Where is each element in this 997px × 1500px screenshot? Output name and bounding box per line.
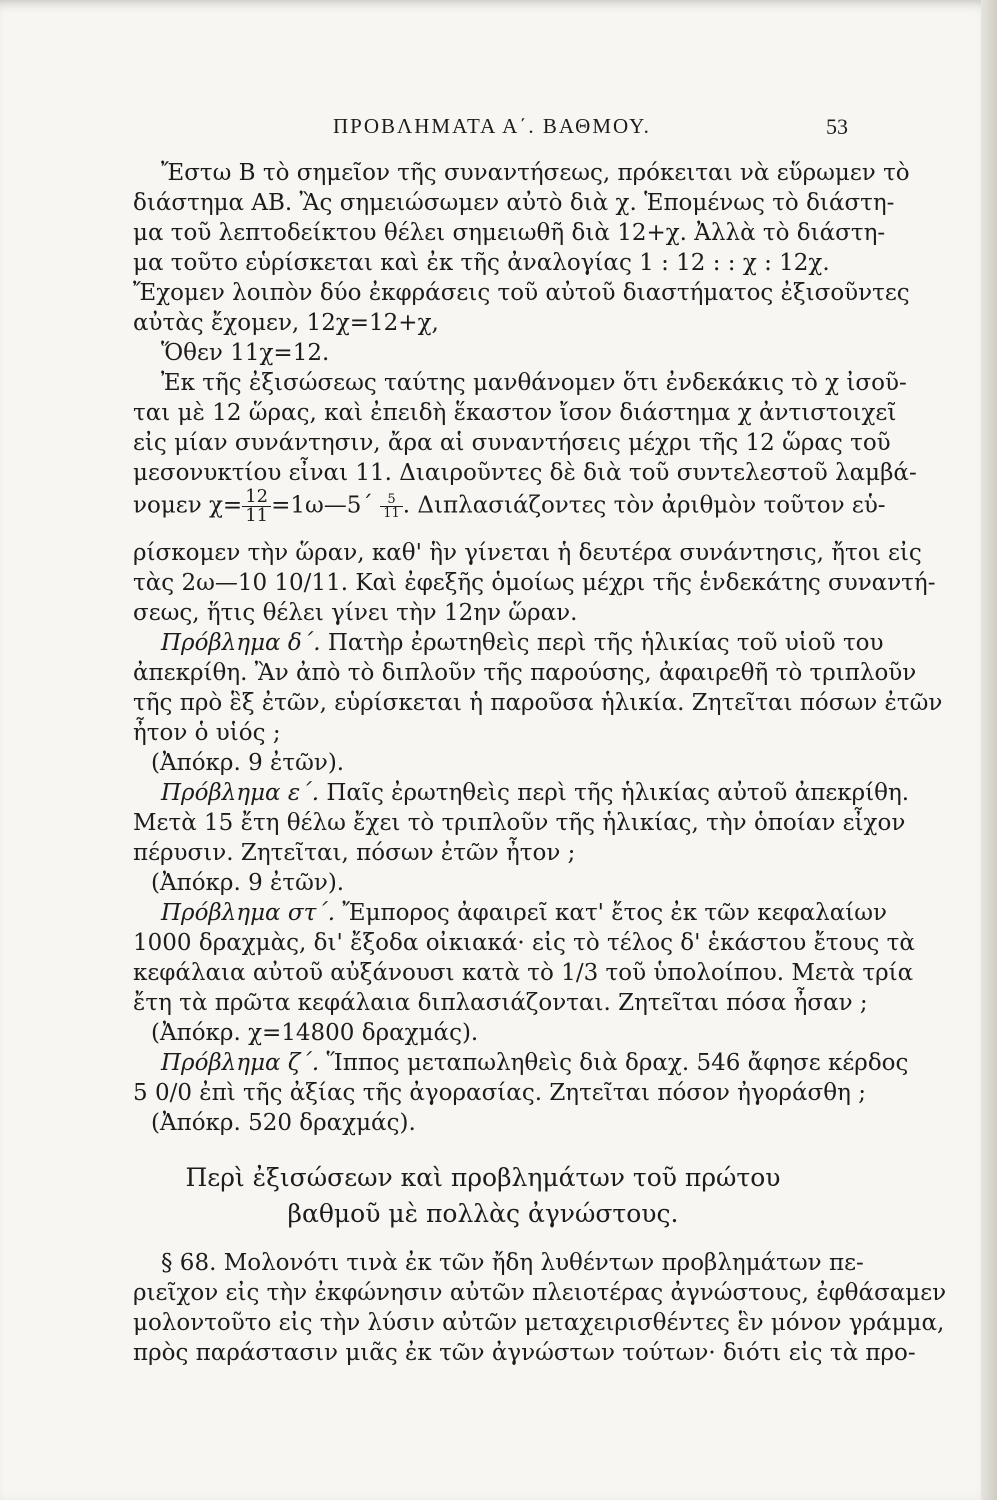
text-line: ἀπεκρίθη. Ἂν ἀπὸ τὸ διπλοῦν τῆς παρούσης, ἀφαιρεθῆ τὸ τριπλοῦν (133, 660, 917, 686)
text-line: μα τοῦ λεπτοδείκτου θέλει σημειωθῆ διὰ 12+χ. Ἀλλὰ τὸ διάστη- (133, 220, 886, 246)
problem-5-text: Παῖς ἐρωτηθεὶς περὶ τῆς ἡλικίας αὐτοῦ ἀπεκρίθη. (326, 780, 910, 806)
problem-4-label: Πρόβλημα δ΄. (161, 630, 321, 656)
fraction-numerator: 12 (242, 488, 271, 507)
text-line: ἔτη τὰ πρῶτα κεφάλαια διπλασιάζονται. Ζητεῖται πόσα ἦσαν ; (133, 990, 868, 1016)
section-title-line-1: Περὶ ἐξισώσεων καὶ προβλημάτων τοῦ πρώτου (185, 1163, 781, 1192)
small-fraction (380, 493, 403, 520)
fraction-denominator: 11 (245, 505, 269, 526)
problem-5-answer: (Ἀπόκρ. 9 ἐτῶν). (151, 870, 345, 896)
text-line: Ἔχομεν λοιπὸν δύο ἐκφράσεις τοῦ αὐτοῦ διαστήματος ἐξισοῦντες (133, 280, 910, 306)
text-line: 5 0/0 ἐπὶ τῆς ἀξίας τῆς ἀγορασίας. Ζητεῖται πόσον ἠγοράσθη ; (133, 1080, 866, 1106)
text-line: σεως, ἥτις θέλει γίνει τὴν 12ην ὥραν. (133, 600, 578, 626)
paragraph-68-line: ριεῖχον εἰς τὴν ἐκφώνησιν αὐτῶν πλειοτέρας ἀγνώστους, ἐφθάσαμεν (133, 1280, 947, 1306)
text-line: κεφάλαια αὐτοῦ αὐξάνουσι κατὰ τὸ 1/3 τοῦ ὑπολοίπου. Μετὰ τρία (133, 960, 914, 986)
text-line: ρίσκομεν τὴν ὥραν, καθ' ἣν γίνεται ἡ δευτέρα συνάντησις, ἤτοι εἰς (133, 540, 922, 566)
paragraph-68-line: μολοντοῦτο εἰς τὴν λύσιν αὐτῶν μεταχειρισθέντες ἓν μόνον γράμμα, (133, 1310, 945, 1336)
small-fraction-denominator: 11 (383, 506, 400, 521)
formula-suffix: . Διπλασιάζοντες τὸν ἀριθμὸν τοῦτον εὑ- (402, 492, 886, 519)
problem-4-answer: (Ἀπόκρ. 9 ἐτῶν). (151, 750, 345, 776)
problem-6-text: Ἔμπορος ἀφαιρεῖ κατ' ἔτος ἐκ τῶν κεφαλαίων (342, 900, 887, 926)
problem-4-first-line (133, 628, 884, 658)
text-line: Ἐκ τῆς ἐξισώσεως ταύτης μανθάνομεν ὅτι ἐνδεκάκις τὸ χ ἰσοῦ- (161, 370, 907, 396)
formula-prefix: νομεν χ= (133, 492, 243, 519)
problem-6-first-line (133, 898, 887, 928)
problem-4-text: Πατὴρ ἐρωτηθεὶς περὶ τῆς ἡλικίας τοῦ υἱοῦ του (327, 630, 884, 656)
text-line: διάστημα ΑΒ. Ἂς σημειώσωμεν αὐτὸ διὰ χ. Ἑπομένως τὸ διάστη- (133, 190, 895, 216)
page-header (133, 114, 848, 144)
page-number: 53 (826, 114, 848, 139)
body-text (133, 158, 947, 1368)
text-line: ται μὲ 12 ὥρας, καὶ ἐπειδὴ ἕκαστον ἴσον διάστημα χ ἀντιστοιχεῖ (133, 400, 897, 426)
running-title: ΠΡΟΒΛΗΜΑΤΑ Α΄. ΒΑΘΜΟΥ. (333, 114, 651, 138)
text-line: ἦτον ὁ υἱός ; (133, 720, 281, 746)
section-title-line-2: βαθμοῦ μὲ πολλὰς ἀγνώστους. (287, 1199, 679, 1228)
paragraph-68-line: πρὸς παράστασιν μιᾶς ἐκ τῶν ἀγνώστων τούτων· διότι εἰς τὰ προ- (133, 1340, 916, 1366)
fraction (242, 488, 271, 525)
spacer (133, 1138, 833, 1150)
text-line: εἰς μίαν συνάντησιν, ἄρα αἱ συναντήσεις μέχρι τῆς 12 ὥρας τοῦ (133, 430, 891, 456)
text-line: πέρυσιν. Ζητεῖται, πόσων ἐτῶν ἦτον ; (133, 840, 576, 866)
equation-line: Ὅθεν 11χ=12. (161, 340, 330, 366)
page-edge-shadow (981, 0, 997, 1500)
problem-7-answer: (Ἀπόκρ. 520 δραχμάς). (151, 1110, 416, 1136)
text-line: μα τοῦτο εὑρίσκεται καὶ ἐκ τῆς ἀναλογίας 1 : 12 : : χ : 12χ. (133, 250, 830, 276)
problem-7-label: Πρόβλημα ζ΄. (161, 1050, 320, 1076)
text-line: μεσονυκτίου εἶναι 11. Διαιροῦντες δὲ διὰ τοῦ συντελεστοῦ λαμβά- (133, 460, 917, 486)
text-line: Μετὰ 15 ἔτη θέλω ἔχει τὸ τριπλοῦν τῆς ἡλικίας, τὴν ὁποίαν εἶχον (133, 810, 906, 836)
text-line: τῆς πρὸ ἓξ ἐτῶν, εὑρίσκεται ἡ παροῦσα ἡλικία. Ζητεῖται πόσων ἐτῶν (133, 690, 943, 716)
small-fraction-numerator: 5 (380, 493, 403, 507)
problem-7-first-line (133, 1048, 909, 1078)
formula-line (133, 486, 886, 538)
paragraph-68-line: § 68. Μολονότι τινὰ ἐκ τῶν ἤδη λυθέντων προβλημάτων πε- (161, 1250, 864, 1276)
problem-5-first-line (133, 778, 910, 808)
problem-6-label: Πρόβλημα στ΄. (161, 900, 336, 926)
problem-7-text: Ἵππος μεταπωληθεὶς διὰ δραχ. 546 ἄφησε κέρδος (326, 1050, 909, 1076)
spacer (133, 1236, 833, 1248)
problem-6-answer: (Ἀπόκρ. χ=14800 δραχμάς). (151, 1020, 479, 1046)
text-line: 1000 δραχμὰς, δι' ἔξοδα οἰκιακά· εἰς τὸ τέλος δ' ἑκάστου ἔτους τὰ (133, 930, 915, 956)
text-line: τὰς 2ω—10 10/11. Καὶ ἐφεξῆς ὁμοίως μέχρι τῆς ἑνδεκάτης συναντή- (133, 570, 936, 596)
equation-line: αὐτὰς ἔχομεν, 12χ=12+χ, (133, 310, 439, 336)
section-title (133, 1160, 833, 1232)
problem-5-label: Πρόβλημα ε΄. (161, 780, 320, 806)
formula-mid: =1ω—5΄ (271, 492, 373, 519)
text-line: Ἔστω Β τὸ σημεῖον τῆς συναντήσεως, πρόκειται νὰ εὕρωμεν τὸ (161, 160, 910, 186)
